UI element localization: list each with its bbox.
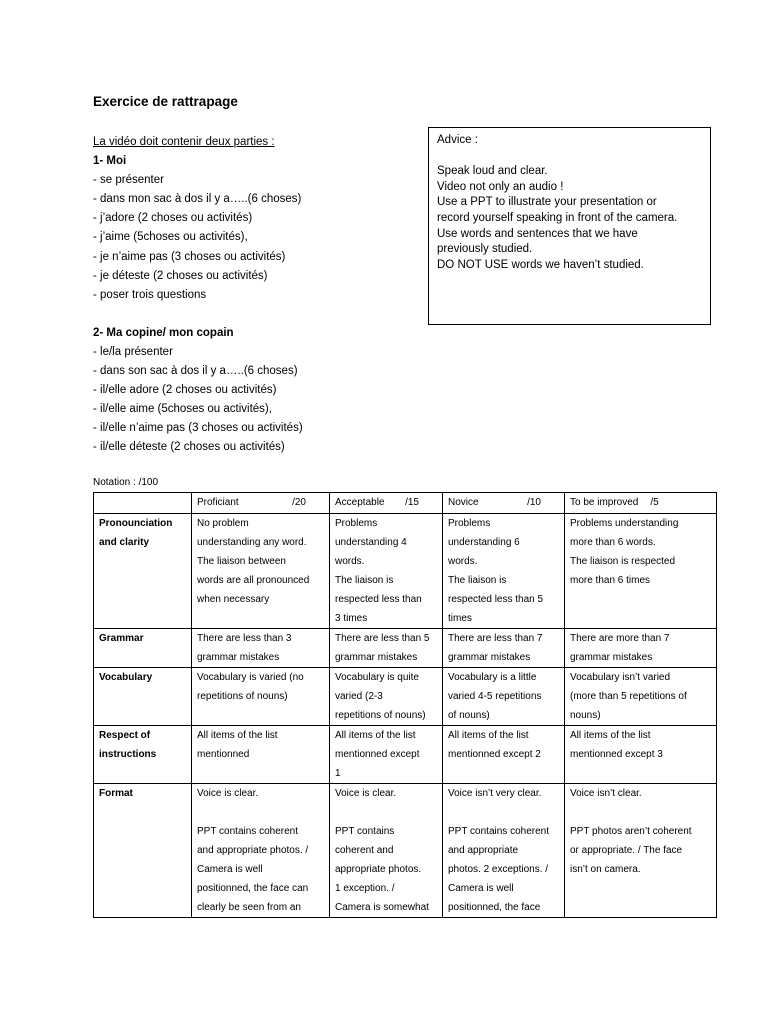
rubric-cell — [443, 726, 565, 784]
cell-line: isn’t on camera. — [570, 864, 641, 875]
level-points: /20 — [292, 497, 306, 508]
cell-line: Vocabulary is quite — [335, 672, 419, 683]
cell-line: and appropriate photos. / — [197, 845, 309, 856]
cell-line: The liaison is — [335, 575, 394, 586]
part2-item: - dans son sac à dos il y a…..(6 choses) — [93, 365, 298, 378]
intro-text: La vidéo doit contenir deux parties : — [93, 136, 275, 148]
cell-line: 3 times — [335, 613, 368, 624]
cell-line: and appropriate — [448, 845, 519, 856]
rubric-cell — [330, 629, 443, 668]
cell-line: All items of the list — [448, 730, 529, 741]
rubric-header-empty — [94, 493, 192, 514]
level-label: Acceptable — [335, 497, 385, 508]
criterion-line: instructions — [99, 749, 157, 760]
rubric-header-to-be-improved — [565, 493, 717, 514]
cell-line: appropriate photos. — [335, 864, 422, 875]
rubric-criterion — [94, 668, 192, 726]
level-points: /15 — [405, 497, 419, 508]
level-points: /5 — [650, 497, 659, 508]
cell-line: There are more than 7 — [570, 633, 670, 644]
rubric-header-acceptable — [330, 493, 443, 514]
cell-line: varied 4-5 repetitions — [448, 691, 542, 702]
part2-item: - il/elle aime (5choses ou activités), — [93, 403, 272, 416]
criterion-line: Pronounciation — [99, 518, 173, 529]
part2-heading: 2- Ma copine/ mon copain — [93, 326, 234, 339]
rubric-criterion — [94, 784, 192, 918]
cell-line: Vocabulary is varied (no — [197, 672, 304, 683]
spacer — [93, 305, 423, 324]
cell-spacer — [448, 803, 559, 822]
cell-line: varied (2-3 — [335, 691, 383, 702]
notation-label: Notation : /100 — [93, 477, 159, 488]
cell-line: nouns) — [570, 710, 601, 721]
rubric-row — [94, 784, 717, 918]
criterion-line: Respect of — [99, 730, 151, 741]
part1-item: - j’aime (5choses ou activités), — [93, 231, 248, 244]
rubric-criterion — [94, 726, 192, 784]
cell-line: Vocabulary isn’t varied — [570, 672, 671, 683]
advice-box — [428, 127, 711, 325]
rubric-cell — [565, 726, 717, 784]
cell-line: words. — [448, 556, 478, 567]
rubric-header-proficient — [192, 493, 330, 514]
cell-line: grammar mistakes — [197, 652, 280, 663]
rubric-header-novice — [443, 493, 565, 514]
rubric-cell — [565, 629, 717, 668]
rubric-cell — [443, 668, 565, 726]
cell-line: of nouns) — [448, 710, 490, 721]
cell-line: 1 exception. / — [335, 883, 395, 894]
advice-line: Video not only an audio ! — [437, 180, 564, 193]
cell-line: positionned, the face can — [197, 883, 309, 894]
cell-line: grammar mistakes — [448, 652, 531, 663]
criterion-line: Vocabulary — [99, 672, 153, 683]
cell-line: The liaison is respected — [570, 556, 676, 567]
rubric-cell — [192, 668, 330, 726]
level-label: Novice — [448, 497, 479, 508]
cell-line: There are less than 5 — [335, 633, 430, 644]
advice-warning — [437, 258, 702, 274]
cell-line: more than 6 times — [570, 575, 651, 586]
rubric-row — [94, 629, 717, 668]
part1-item: - je déteste (2 choses ou activités) — [93, 269, 268, 282]
rubric-header-row — [94, 493, 717, 514]
rubric-cell — [565, 668, 717, 726]
rubric-cell — [443, 784, 565, 918]
cell-line: There are less than 3 — [197, 633, 292, 644]
cell-line: Camera is somewhat — [335, 902, 429, 913]
cell-line: All items of the list — [570, 730, 651, 741]
rubric-cell — [192, 784, 330, 918]
rubric-row — [94, 514, 717, 629]
cell-line: mentionned except 3 — [570, 749, 663, 760]
part2-item: - le/la présenter — [93, 345, 173, 358]
cell-line: Problems — [448, 518, 491, 529]
criterion-line: and clarity — [99, 537, 150, 548]
rubric-cell — [330, 784, 443, 918]
cell-line: or appropriate. / The face — [570, 845, 683, 856]
document-title: Exercice de rattrapage — [93, 94, 238, 109]
part1-heading: 1- Moi — [93, 155, 127, 168]
cell-line: Voice isn’t very clear. — [448, 788, 542, 799]
rubric-cell — [192, 629, 330, 668]
cell-line: Camera is well — [448, 883, 514, 894]
level-label: Proficiant — [197, 497, 239, 508]
cell-line: PPT contains — [335, 826, 395, 837]
cell-line: grammar mistakes — [335, 652, 418, 663]
cell-line: PPT contains coherent — [197, 826, 298, 837]
cell-line: Camera is well — [197, 864, 263, 875]
rubric-cell — [330, 514, 443, 629]
cell-spacer — [570, 803, 711, 822]
cell-line: Voice is clear. — [335, 788, 397, 799]
cell-line: times — [448, 613, 472, 624]
part1-item: - j’adore (2 choses ou activités) — [93, 212, 253, 225]
rubric-cell — [192, 514, 330, 629]
part2-item: - il/elle n’aime pas (3 choses ou activités) — [93, 422, 303, 435]
cell-line: Vocabulary is a little — [448, 672, 537, 683]
cell-spacer — [197, 803, 324, 822]
cell-line: The liaison between — [197, 556, 286, 567]
rubric-row — [94, 668, 717, 726]
cell-line: words are all pronounced — [197, 575, 310, 586]
rubric-table — [93, 492, 717, 918]
cell-line: clearly be seen from an — [197, 902, 301, 913]
level-points: /10 — [527, 497, 541, 508]
cell-line: mentionned — [197, 749, 250, 760]
cell-line: (more than 5 repetitions of — [570, 691, 687, 702]
part1-item: - poser trois questions — [93, 288, 207, 301]
cell-line: photos. 2 exceptions. / — [448, 864, 549, 875]
cell-spacer — [335, 803, 437, 822]
cell-line: mentionned except 2 — [448, 749, 541, 760]
part2-item: - il/elle déteste (2 choses ou activités) — [93, 441, 285, 454]
part2-item: - il/elle adore (2 choses ou activités) — [93, 384, 277, 397]
cell-line: Problems understanding — [570, 518, 679, 529]
cell-line: understanding any word. — [197, 537, 307, 548]
cell-line: grammar mistakes — [570, 652, 653, 663]
cell-line: coherent and — [335, 845, 394, 856]
part1-item: - se présenter — [93, 174, 164, 187]
cell-line: All items of the list — [335, 730, 416, 741]
rubric-cell — [330, 668, 443, 726]
cell-line: All items of the list — [197, 730, 278, 741]
cell-line: words. — [335, 556, 365, 567]
rubric-criterion — [94, 514, 192, 629]
level-label: To be improved — [570, 497, 639, 508]
cell-line: Voice is clear. — [197, 788, 259, 799]
cell-line: respected less than 5 — [448, 594, 544, 605]
advice-line: previously studied. — [437, 243, 533, 256]
cell-line: when necessary — [197, 594, 270, 605]
rubric-criterion — [94, 629, 192, 668]
rubric-cell — [565, 784, 717, 918]
cell-line: There are less than 7 — [448, 633, 543, 644]
cell-line: Problems — [335, 518, 378, 529]
advice-line: Speak loud and clear. — [437, 165, 548, 178]
rubric-cell — [443, 629, 565, 668]
cell-line: PPT photos aren’t coherent — [570, 826, 692, 837]
criterion-line: Grammar — [99, 633, 144, 644]
cell-line: more than 6 words. — [570, 537, 656, 548]
advice-warning-rest: words we haven’t studied. — [508, 258, 644, 271]
rubric-cell — [443, 514, 565, 629]
cell-line: mentionned except — [335, 749, 420, 760]
advice-line: Use words and sentences that we have — [437, 227, 638, 240]
cell-line: Voice isn’t clear. — [570, 788, 642, 799]
part1-item: - je n’aime pas (3 choses ou activités) — [93, 250, 286, 263]
cell-line: respected less than — [335, 594, 422, 605]
advice-warning-caps: DO NOT USE — [437, 258, 509, 271]
criterion-line: Format — [99, 788, 133, 799]
rubric-cell — [330, 726, 443, 784]
instructions-section — [93, 133, 423, 458]
cell-line: repetitions of nouns) — [335, 710, 426, 721]
advice-line: record yourself speaking in front of the camera. — [437, 211, 678, 224]
cell-line: repetitions of nouns) — [197, 691, 288, 702]
rubric-row — [94, 726, 717, 784]
cell-line: The liaison is — [448, 575, 507, 586]
part1-item: - dans mon sac à dos il y a…..(6 choses) — [93, 193, 302, 206]
advice-heading: Advice : — [437, 134, 478, 146]
advice-line: Use a PPT to illustrate your presentation or — [437, 196, 657, 209]
cell-line: PPT contains coherent — [448, 826, 549, 837]
rubric-cell — [192, 726, 330, 784]
rubric-body — [94, 514, 717, 918]
cell-line: understanding 4 — [335, 537, 407, 548]
cell-line: understanding 6 — [448, 537, 520, 548]
cell-line: positionned, the face — [448, 902, 541, 913]
cell-line: 1 — [335, 768, 341, 779]
rubric-cell — [565, 514, 717, 629]
cell-line: No problem — [197, 518, 249, 529]
